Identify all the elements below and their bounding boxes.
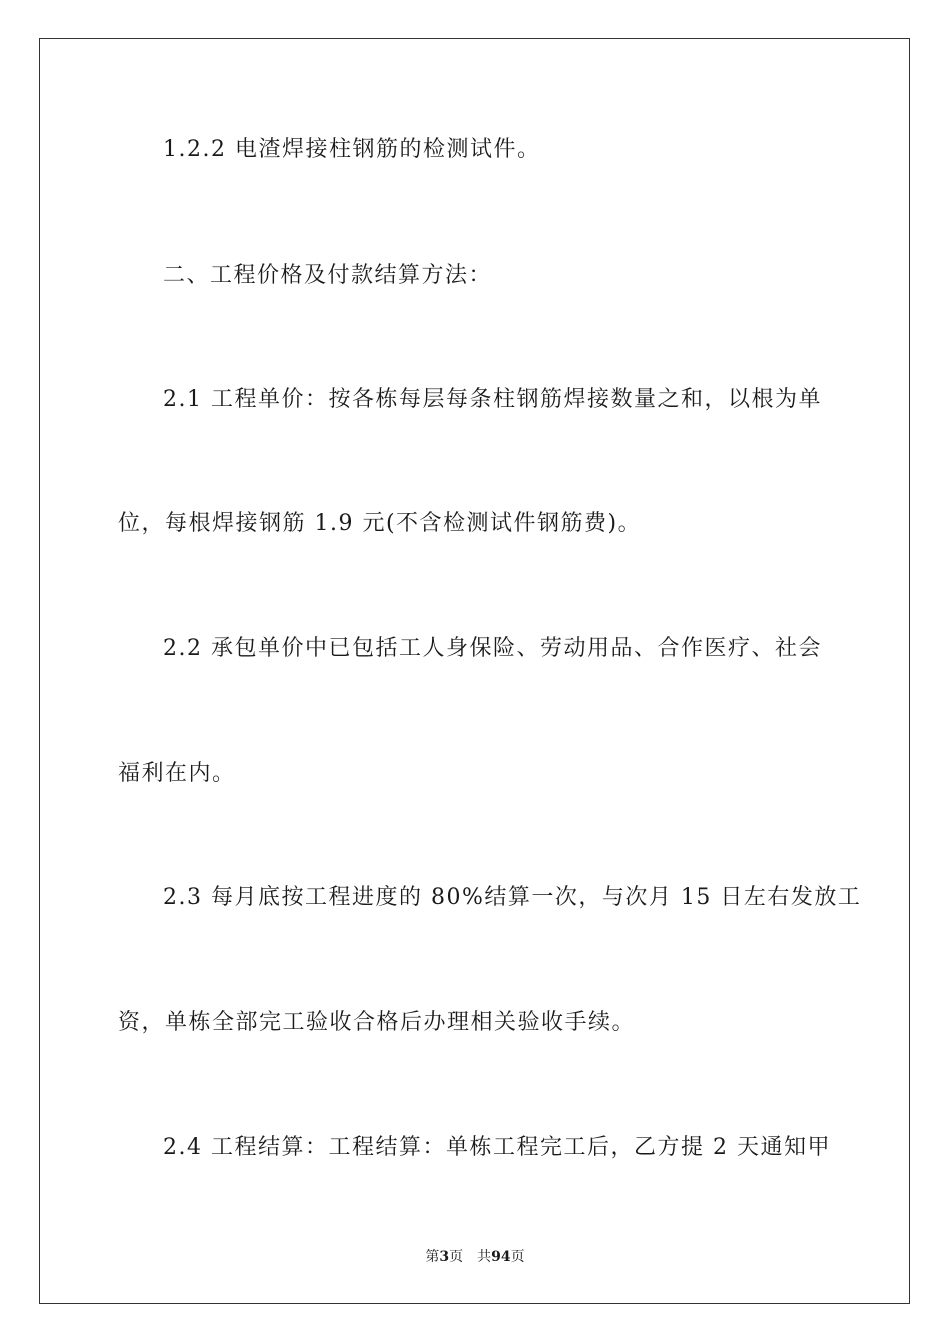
footer-prefix: 第: [425, 1249, 440, 1265]
page-footer: [0, 1247, 950, 1267]
text-line-4: 位，每根焊接钢筋 1.9 元(不含检测试件钢筋费)。: [118, 511, 642, 536]
footer-total-pages: 94: [491, 1249, 511, 1265]
page-border: [39, 38, 910, 1304]
footer-page-suffix: 页 共: [449, 1249, 492, 1265]
section-heading: 二、工程价格及付款结算方法：: [163, 263, 493, 288]
text-line-5: 2.2 承包单价中已包括工人身保险、劳动用品、合作医疗、社会: [163, 636, 822, 661]
text-line-9: 2.4 工程结算：工程结算：单栋工程完工后，乙方提 2 天通知甲: [163, 1135, 831, 1160]
text-line-6: 福利在内。: [118, 761, 236, 786]
text-line-7: 2.3 每月底按工程进度的 80%结算一次，与次月 15 日左右发放工: [163, 885, 862, 910]
footer-page-number: 3: [439, 1249, 450, 1265]
text-line-1: 1.2.2 电渣焊接柱钢筋的检测试件。: [163, 137, 541, 162]
text-line-3: 2.1 工程单价：按各栋每层每条柱钢筋焊接数量之和，以根为单: [163, 387, 822, 412]
text-line-8: 资，单栋全部完工验收合格后办理相关验收手续。: [118, 1010, 636, 1035]
footer-total-suffix: 页: [510, 1249, 525, 1265]
